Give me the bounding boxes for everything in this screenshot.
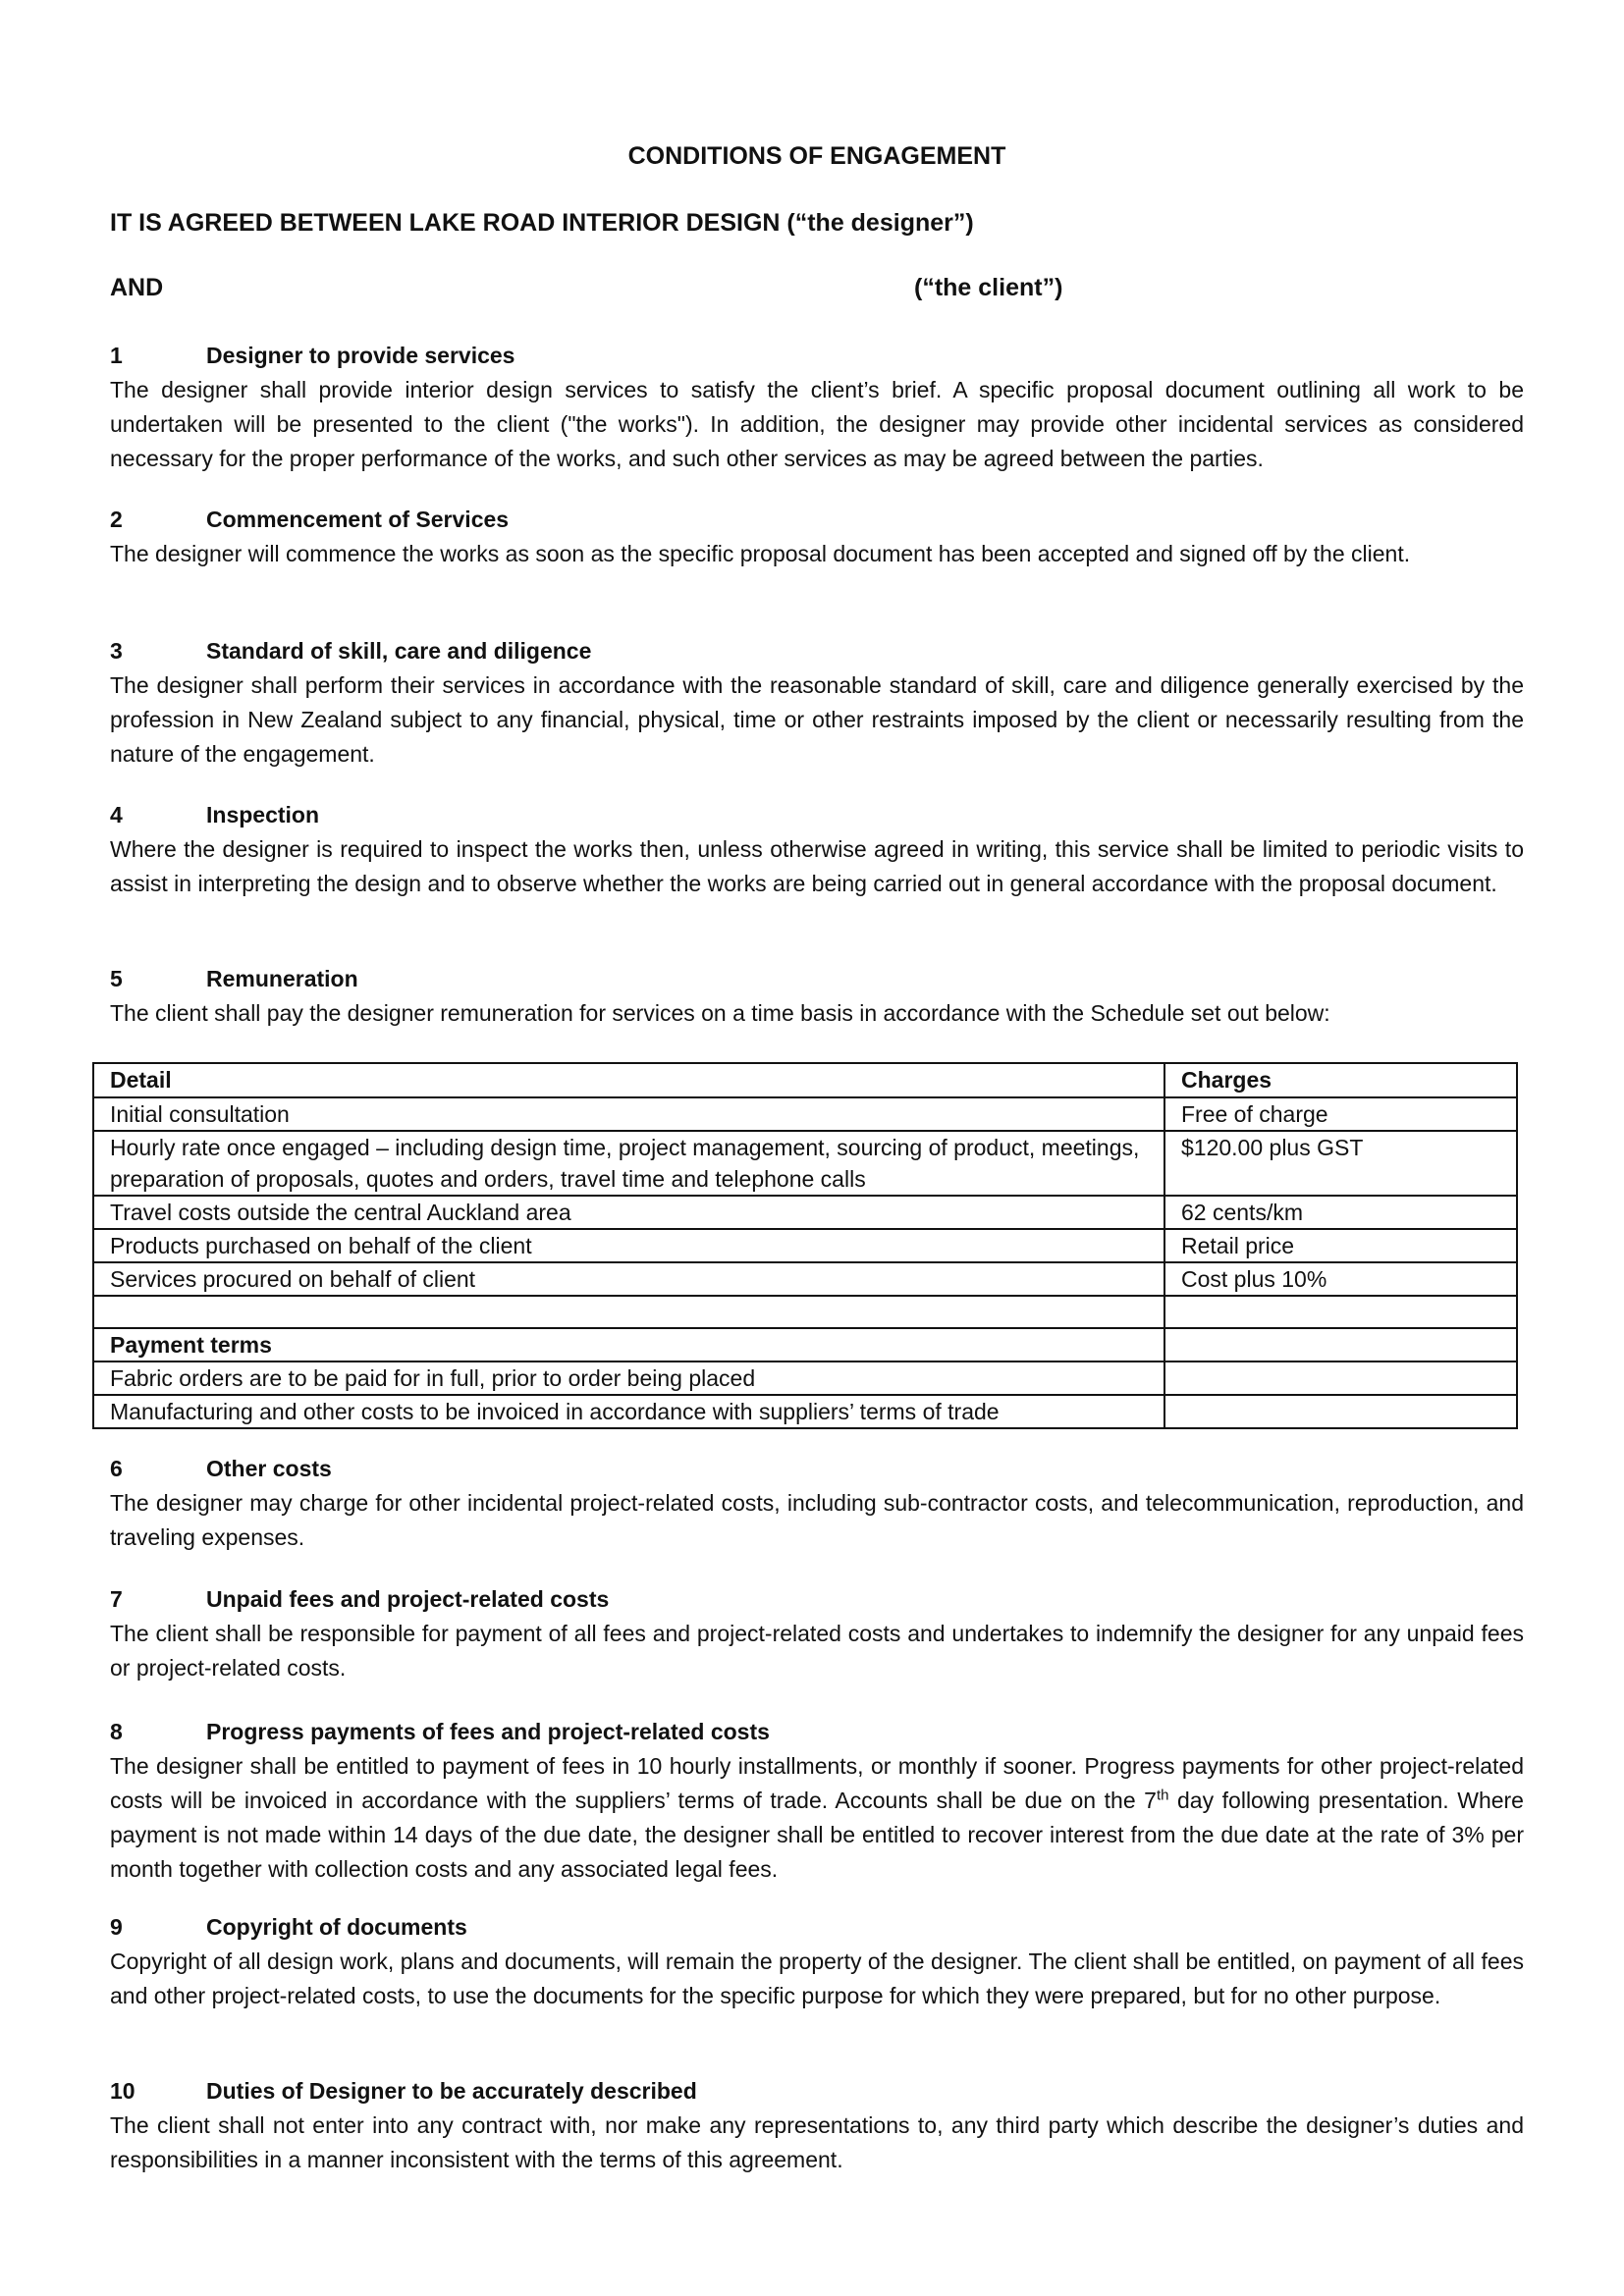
- row-charges: Free of charge: [1164, 1097, 1517, 1131]
- section-body: The client shall pay the designer remuneration for services on a time basis in accordance with the Schedule set out below:: [110, 1000, 1330, 1026]
- row-charges: [1164, 1296, 1517, 1328]
- row-detail: Services procured on behalf of client: [93, 1262, 1164, 1296]
- section-body: The client shall be responsible for payment of all fees and project-related costs and undertakes to indemnify the designer for any unpaid fees or project-related costs.: [110, 1621, 1524, 1681]
- table-row-empty: [93, 1296, 1517, 1328]
- section-body: The designer will commence the works as soon as the specific proposal document has been accepted and signed off by the client.: [110, 541, 1411, 566]
- section-heading: [110, 798, 1524, 832]
- row-detail: Products purchased on behalf of the client: [93, 1229, 1164, 1262]
- header-charges: Charges: [1164, 1063, 1517, 1097]
- section-body: The designer shall perform their services in accordance with the reasonable standard of skill, care and diligence generally exercised by the profession in New Zealand subject to any financial, physical, time or other restraints imposed by the client or necessarily resulting from the nature of the engagement.: [110, 672, 1524, 767]
- section-2: [110, 503, 1524, 571]
- section-title: Standard of skill, care and diligence: [206, 638, 592, 664]
- section-number: 2: [110, 507, 123, 532]
- section-3: [110, 634, 1524, 772]
- section-heading: [110, 1715, 1524, 1749]
- section-number: 1: [110, 343, 123, 368]
- section-7: [110, 1582, 1524, 1685]
- section-heading: [110, 339, 1524, 373]
- row-detail: Initial consultation: [93, 1097, 1164, 1131]
- section-10: [110, 2074, 1524, 2177]
- table-subheader-row: [93, 1328, 1517, 1362]
- table-row: [93, 1196, 1517, 1229]
- section-title: Inspection: [206, 802, 320, 828]
- section-body: Copyright of all design work, plans and documents, will remain the property of the designer. The client shall be entitled, on payment of all fees and other project-related costs, to use the documents for the specific purpose for which they were prepared, but for no other purpose.: [110, 1949, 1524, 2008]
- section-heading: [110, 503, 1524, 537]
- section-heading: [110, 634, 1524, 668]
- section-heading: [110, 962, 1524, 996]
- section-number: 4: [110, 802, 123, 828]
- header-detail: Detail: [93, 1063, 1164, 1097]
- row-charges: $120.00 plus GST: [1164, 1131, 1517, 1196]
- section-8: [110, 1715, 1524, 1887]
- section-number: 6: [110, 1456, 123, 1481]
- row-charges: Cost plus 10%: [1164, 1262, 1517, 1296]
- table-row: [93, 1131, 1517, 1196]
- section-body: The client shall not enter into any contract with, nor make any representations to, any third party which describe the designer’s duties and responsibilities in a manner inconsistent with the terms of this agreement.: [110, 2112, 1524, 2172]
- section-heading: [110, 1910, 1524, 1945]
- and-label: AND: [110, 274, 164, 301]
- section-body: The designer may charge for other incidental project-related costs, including sub-contractor costs, and telecommunication, reproduction, and traveling expenses.: [110, 1490, 1524, 1550]
- row-detail: Travel costs outside the central Auckland area: [93, 1196, 1164, 1229]
- section-number: 9: [110, 1914, 123, 1940]
- table-row: [93, 1395, 1517, 1428]
- section-9: [110, 1910, 1524, 2013]
- section-title: Other costs: [206, 1456, 332, 1481]
- agreement-line: IT IS AGREED BETWEEN LAKE ROAD INTERIOR DESIGN (“the designer”): [110, 209, 974, 237]
- row-charges: [1164, 1395, 1517, 1428]
- row-detail: [93, 1296, 1164, 1328]
- section-title: Progress payments of fees and project-related costs: [206, 1719, 770, 1744]
- section-body-part: day following presentation. Where payment is not made within 14 days of the due date, the designer shall be entitled to recover interest from the due date at the rate of 3% per month together with collection costs and any associated legal fees.: [110, 1788, 1524, 1882]
- section-body: [110, 1749, 1524, 1887]
- row-charges: [1164, 1362, 1517, 1395]
- section-number: 7: [110, 1586, 123, 1612]
- section-number: 3: [110, 638, 123, 664]
- section-heading: [110, 2074, 1524, 2109]
- row-detail: Payment terms: [93, 1328, 1164, 1362]
- section-heading: [110, 1582, 1524, 1617]
- section-title: Copyright of documents: [206, 1914, 467, 1940]
- section-title: Duties of Designer to be accurately described: [206, 2078, 697, 2104]
- table-row: [93, 1229, 1517, 1262]
- section-4: [110, 798, 1524, 901]
- row-detail: Hourly rate once engaged – including design time, project management, sourcing of product, meetings, preparation of proposals, quotes and orders, travel time and telephone calls: [93, 1131, 1164, 1196]
- row-charges: [1164, 1328, 1517, 1362]
- client-label: (“the client”): [914, 274, 1063, 301]
- row-detail: Manufacturing and other costs to be invoiced in accordance with suppliers’ terms of trade: [93, 1395, 1164, 1428]
- section-body: The designer shall provide interior design services to satisfy the client’s brief. A specific proposal document outlining all work to be undertaken will be presented to the client ("the works"). In addition, the designer may provide other incidental services as considered necessary for the proper performance of the works, and such other services as may be agreed between the parties.: [110, 377, 1524, 471]
- ordinal-suffix: th: [1156, 1787, 1169, 1804]
- table-header-row: [93, 1063, 1517, 1097]
- section-title: Remuneration: [206, 966, 358, 991]
- table-row: [93, 1362, 1517, 1395]
- document-title: CONDITIONS OF ENGAGEMENT: [627, 142, 1006, 170]
- section-number: 10: [110, 2078, 135, 2104]
- section-1: [110, 339, 1524, 476]
- table-row: [93, 1097, 1517, 1131]
- row-charges: 62 cents/km: [1164, 1196, 1517, 1229]
- section-body-part: The designer shall be entitled to payment of fees in 10 hourly installments, or monthly if sooner. Progress payments for other project-related costs will be invoiced in accordance with the suppliers’ terms of trade. Accounts shall be due on the 7: [110, 1753, 1524, 1813]
- section-body: Where the designer is required to inspect the works then, unless otherwise agreed in writing, this service shall be limited to periodic visits to assist in interpreting the design and to observe whether the works are being carried out in general accordance with the proposal document.: [110, 836, 1524, 896]
- section-6: [110, 1452, 1524, 1555]
- section-title: Designer to provide services: [206, 343, 515, 368]
- section-title: Commencement of Services: [206, 507, 510, 532]
- fee-schedule-table: [92, 1062, 1518, 1429]
- section-number: 8: [110, 1719, 123, 1744]
- row-charges: Retail price: [1164, 1229, 1517, 1262]
- section-5: [110, 962, 1524, 1031]
- section-title: Unpaid fees and project-related costs: [206, 1586, 610, 1612]
- section-number: 5: [110, 966, 123, 991]
- section-heading: [110, 1452, 1524, 1486]
- row-detail: Fabric orders are to be paid for in full, prior to order being placed: [93, 1362, 1164, 1395]
- table-row: [93, 1262, 1517, 1296]
